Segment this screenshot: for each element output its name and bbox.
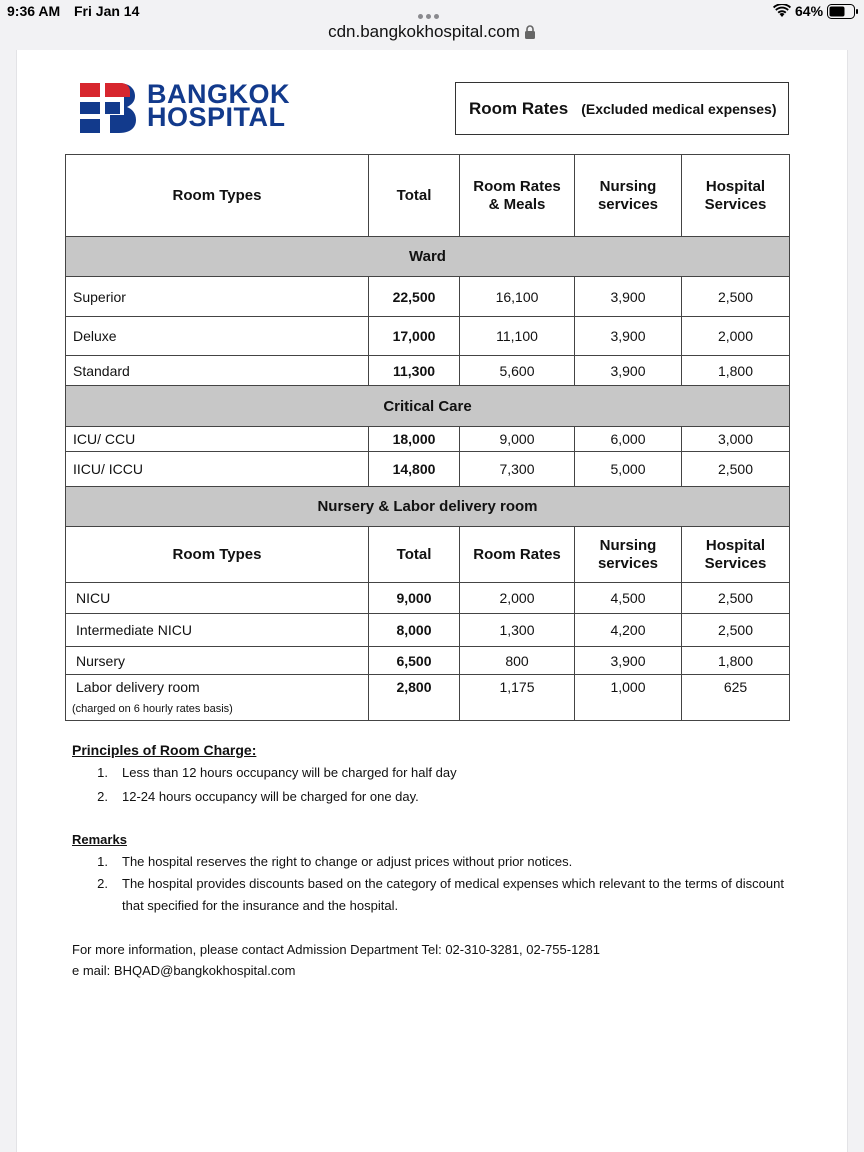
- nursing: 4,500: [575, 583, 682, 614]
- nursing: 5,000: [575, 452, 682, 487]
- list-item: [72, 851, 792, 873]
- nursing: 1,000: [575, 675, 682, 721]
- section-nursery: [66, 487, 790, 527]
- hospital-service: 2,000: [682, 317, 790, 356]
- room-rate: 800: [460, 647, 575, 675]
- status-bar: [0, 0, 864, 50]
- table-row: [66, 452, 790, 487]
- table-row: [66, 583, 790, 614]
- hospital-service: 625: [682, 675, 790, 721]
- item-text: The hospital reserves the right to change or adjust prices without prior notices.: [122, 854, 573, 869]
- table-header-row: [66, 155, 790, 237]
- total: 8,000: [369, 614, 460, 647]
- title-box: [455, 82, 789, 135]
- contact-email: e mail: BHQAD@bangkokhospital.com: [72, 963, 296, 978]
- header-total: Total: [369, 155, 460, 237]
- status-date: Fri Jan 14: [74, 3, 140, 19]
- hospital-service: 2,500: [682, 452, 790, 487]
- subtitle: (Excluded medical expenses): [581, 100, 777, 117]
- header-hospital-line2: Services: [704, 195, 767, 213]
- total: 14,800: [369, 452, 460, 487]
- header-hospital: [682, 527, 790, 583]
- header-total: Total: [369, 527, 460, 583]
- header-room-types: Room Types: [66, 155, 369, 237]
- header-nursing-line2: services: [597, 554, 659, 572]
- table-row: [66, 427, 790, 452]
- total: 9,000: [369, 583, 460, 614]
- header-nursing-line2: services: [597, 195, 659, 213]
- room-type: IICU/ ICCU: [66, 452, 369, 487]
- hospital-service: 1,800: [682, 647, 790, 675]
- room-type: Intermediate NICU: [66, 614, 369, 647]
- nursing: 4,200: [575, 614, 682, 647]
- section-title: Critical Care: [66, 386, 790, 427]
- table-row: [66, 647, 790, 675]
- table-row: [66, 317, 790, 356]
- rate-basis-note: (charged on 6 hourly rates basis): [72, 703, 233, 715]
- total: 17,000: [369, 317, 460, 356]
- header-room-rates: [460, 155, 575, 237]
- hospital-service: 2,500: [682, 614, 790, 647]
- nursing: 3,900: [575, 277, 682, 317]
- notes-section: [72, 742, 792, 981]
- room-type: Standard: [66, 356, 369, 386]
- hospital-service: 1,800: [682, 356, 790, 386]
- list-item: [72, 873, 792, 917]
- section-title: Ward: [66, 237, 790, 277]
- header-room-rates: Room Rates: [460, 527, 575, 583]
- room-rate: 16,100: [460, 277, 575, 317]
- header-nursing: [575, 155, 682, 237]
- room-type: Labor delivery room: [76, 679, 200, 695]
- header-nursing-line1: Nursing: [599, 177, 657, 195]
- wifi-icon: [773, 4, 791, 18]
- table-row: [66, 277, 790, 317]
- room-rate: 1,175: [460, 675, 575, 721]
- room-type: Deluxe: [66, 317, 369, 356]
- room-rate: 9,000: [460, 427, 575, 452]
- total: 11,300: [369, 356, 460, 386]
- header-nursing-line1: Nursing: [599, 536, 657, 554]
- item-number: 2.: [97, 789, 108, 804]
- item-text: Less than 12 hours occupancy will be charged for half day: [122, 765, 457, 780]
- header-room-types: Room Types: [66, 527, 369, 583]
- list-item: [72, 786, 792, 808]
- section-title: Nursery & Labor delivery room: [66, 487, 790, 527]
- document-page: [16, 50, 848, 1152]
- title: Room Rates: [469, 98, 569, 118]
- room-type: Superior: [66, 277, 369, 317]
- room-rate: 11,100: [460, 317, 575, 356]
- logo-line1: BANGKOK: [147, 79, 290, 109]
- total: 6,500: [369, 647, 460, 675]
- remarks-list: [72, 851, 792, 917]
- header-hospital-line1: Hospital: [705, 536, 766, 554]
- table-row: [66, 675, 790, 721]
- nursing: 3,900: [575, 317, 682, 356]
- battery-icon: [827, 4, 859, 19]
- table-header-row: [66, 527, 790, 583]
- section-ward: [66, 237, 790, 277]
- room-rate: 1,300: [460, 614, 575, 647]
- url-text: cdn.bangkokhospital.com: [328, 22, 520, 41]
- total: 18,000: [369, 427, 460, 452]
- section-critical-care: [66, 386, 790, 427]
- contact-info: [72, 939, 792, 981]
- item-text: 12-24 hours occupancy will be charged for one day.: [122, 789, 419, 804]
- address-bar[interactable]: [0, 22, 864, 48]
- contact-line: For more information, please contact Admission Department Tel: 02-310-3281, 02-755-1281: [72, 942, 600, 957]
- battery-percent: 64%: [795, 3, 824, 19]
- principles-title: Principles of Room Charge:: [72, 742, 257, 758]
- room-rates-table: [65, 154, 790, 721]
- list-item: [72, 762, 792, 784]
- room-type: ICU/ CCU: [66, 427, 369, 452]
- header-hospital: [682, 155, 790, 237]
- total: 22,500: [369, 277, 460, 317]
- table-row: [66, 614, 790, 647]
- header-nursing: [575, 527, 682, 583]
- item-number: 2.: [97, 876, 108, 891]
- remarks-title: Remarks: [72, 832, 127, 847]
- hospital-service: 2,500: [682, 277, 790, 317]
- room-type-cell: [66, 675, 369, 721]
- status-time: 9:36 AM: [7, 3, 61, 19]
- principles-list: [72, 762, 792, 808]
- room-rate: 2,000: [460, 583, 575, 614]
- hospital-cross-icon: [80, 83, 136, 133]
- room-type: NICU: [66, 583, 369, 614]
- nursing: 3,900: [575, 356, 682, 386]
- item-text: The hospital provides discounts based on the category of medical expenses which relevant to the terms of discount that specified for the insurance and the hospital.: [122, 876, 784, 913]
- more-dots-icon[interactable]: [418, 6, 446, 16]
- item-number: 1.: [97, 765, 108, 780]
- header-room-rates-line1: Room Rates: [473, 177, 561, 195]
- room-type: Nursery: [66, 647, 369, 675]
- total: 2,800: [369, 675, 460, 721]
- lock-icon: [524, 25, 536, 39]
- header-hospital-line2: Services: [704, 554, 767, 572]
- header-room-rates-line2: & Meals: [488, 195, 546, 213]
- hospital-service: 3,000: [682, 427, 790, 452]
- nursing: 6,000: [575, 427, 682, 452]
- table-row: [66, 356, 790, 386]
- bangkok-hospital-logo: [80, 79, 320, 135]
- header-hospital-line1: Hospital: [705, 177, 766, 195]
- room-rate: 5,600: [460, 356, 575, 386]
- hospital-service: 2,500: [682, 583, 790, 614]
- logo-line2: HOSPITAL: [147, 102, 286, 132]
- room-rate: 7,300: [460, 452, 575, 487]
- nursing: 3,900: [575, 647, 682, 675]
- item-number: 1.: [97, 854, 108, 869]
